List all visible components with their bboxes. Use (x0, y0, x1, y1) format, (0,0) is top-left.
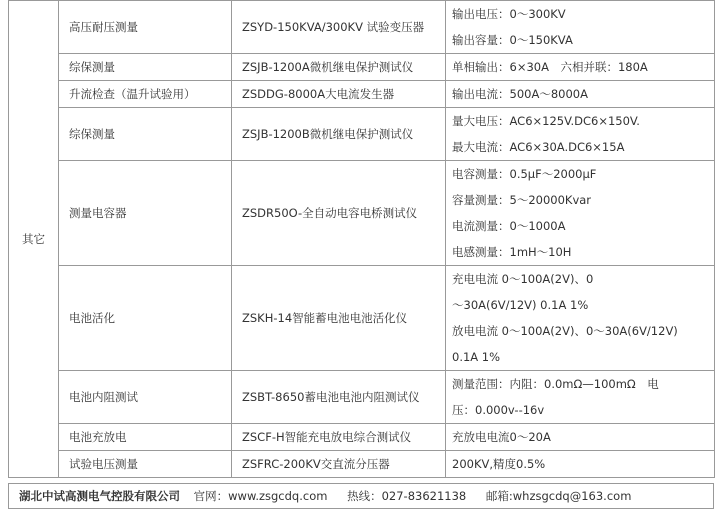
parameter-line: 电容测量：0.5μF～2000μF (452, 167, 597, 181)
parameter-line: 电感测量：1mH～10H (452, 245, 572, 259)
parameters-cell (446, 371, 715, 424)
equipment-model-cell: ZSKH-14智能蓄电池电池活化仪 (232, 266, 446, 371)
parameters-cell (446, 54, 715, 81)
test-item-cell: 测量电容器 (59, 161, 232, 266)
parameters-cell (446, 424, 715, 451)
table-row (9, 451, 715, 478)
test-item-cell: 电池内阻测试 (59, 371, 232, 424)
equipment-model-cell: ZSJB-1200B微机继电保护测试仪 (232, 108, 446, 161)
parameters-cell (446, 266, 715, 371)
equipment-model-cell: ZSBT-8650蓄电池电池内阻测试仪 (232, 371, 446, 424)
test-item-cell: 升流检查（温升试验用） (59, 81, 232, 108)
parameter-line: 输出容量：0～150KVA (452, 33, 573, 47)
table-row (9, 371, 715, 424)
parameter-line: 压：0.000v--16v (452, 403, 545, 417)
table-row (9, 161, 715, 266)
parameter-line: 最大电流：AC6×30A.DC6×15A (452, 140, 625, 154)
table-row (9, 54, 715, 81)
table-row (9, 424, 715, 451)
category-cell: 其它 (9, 1, 59, 478)
equipment-model-cell: ZSYD-150KVA/300KV 试验变压器 (232, 1, 446, 54)
parameters-cell (446, 1, 715, 54)
table-row (9, 266, 715, 371)
equipment-model-cell: ZSJB-1200A微机继电保护测试仪 (232, 54, 446, 81)
equipment-model-cell: ZSDR50O-全自动电容电桥测试仪 (232, 161, 446, 266)
company-name: 湖北中试高测电气控股有限公司 (19, 489, 180, 503)
hotline-text: 热线：027-83621138 (347, 489, 467, 503)
parameter-line: 容量测量：5～20000Kvar (452, 193, 592, 207)
test-item-cell: 电池充放电 (59, 424, 232, 451)
parameters-cell (446, 161, 715, 266)
parameter-line: 充放电电流0～20A (452, 430, 551, 444)
parameter-line: 输出电流：500A～8000A (452, 87, 588, 101)
equipment-model-cell: ZSFRC-200KV交直流分压器 (232, 451, 446, 478)
parameters-cell (446, 81, 715, 108)
parameter-line: 输出电压：0～300KV (452, 7, 566, 21)
parameters-cell (446, 451, 715, 478)
parameter-line: ～30A(6V/12V) 0.1A 1% (452, 298, 589, 312)
equipment-model-cell: ZSCF-H智能充电放电综合测试仪 (232, 424, 446, 451)
table-row (9, 1, 715, 54)
table-row (9, 81, 715, 108)
website-text: 官网：www.zsgcdq.com (193, 489, 328, 503)
parameter-line: 量大电压：AC6×125V.DC6×150V. (452, 114, 640, 128)
equipment-model-cell: ZSDDG-8000A大电流发生器 (232, 81, 446, 108)
equipment-table (8, 0, 715, 478)
test-item-cell: 试验电压测量 (59, 451, 232, 478)
parameter-line: 0.1A 1% (452, 350, 501, 364)
email-text: 邮箱:whzsgcdq@163.com (485, 489, 632, 503)
parameter-line: 单相输出：6×30A 六相并联：180A (452, 60, 648, 74)
parameter-line: 放电电流 0～100A(2V)、0～30A(6V/12V) (452, 324, 678, 338)
test-item-cell: 电池活化 (59, 266, 232, 371)
parameter-line: 200KV,精度0.5% (452, 457, 546, 471)
parameters-cell (446, 108, 715, 161)
parameter-line: 电流测量：0～1000A (452, 219, 566, 233)
table-row (9, 108, 715, 161)
test-item-cell: 高压耐压测量 (59, 1, 232, 54)
test-item-cell: 综保测量 (59, 54, 232, 81)
test-item-cell: 综保测量 (59, 108, 232, 161)
parameter-line: 充电电流 0～100A(2V)、0 (452, 272, 594, 286)
company-footer (8, 483, 714, 509)
parameter-line: 测量范围：内阻：0.0mΩ—100mΩ 电 (452, 377, 659, 391)
